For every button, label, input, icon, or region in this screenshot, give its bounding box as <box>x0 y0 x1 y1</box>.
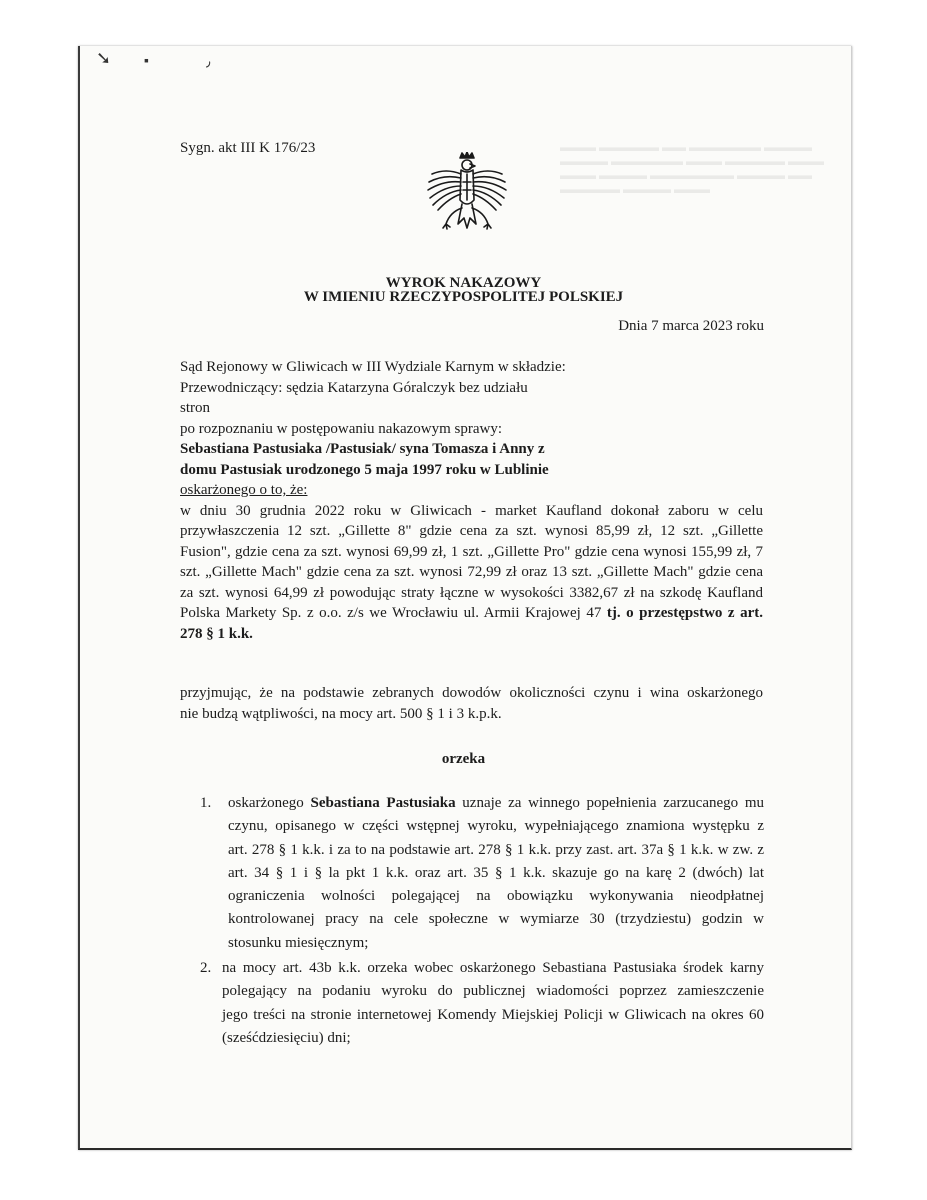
charge-line: w dniu 30 grudnia 2022 roku w Gliwicach - market Kaufland dokonał zaboru w celu <box>180 502 763 519</box>
corner-mark: ٫ <box>206 55 211 70</box>
ruling-line: art. 34 § 1 i § la pkt 1 k.k. oraz art. 35 § 1 k.k. skazuje go na karę 2 (dwóch) lat <box>228 864 764 881</box>
court-line: po rozpoznaniu w postępowaniu nakazowym sprawy: <box>180 420 503 437</box>
assumption-section <box>180 683 763 725</box>
charge-line: Fusion", gdzie cena za szt. wynosi 69,99 zł, 1 szt. „Gillette Pro" gdzie cena wynosi 155,99 zł, 7 <box>180 543 763 560</box>
assumption-line: nie budzą wątpliwości, na mocy art. 500 § 1 i 3 k.p.k. <box>180 706 502 722</box>
defendant-line: domu Pastusiak urodzonego 5 maja 1997 roku w Lublinie <box>180 461 549 478</box>
ruling-item <box>200 792 764 955</box>
corner-mark: ➘ <box>96 48 112 68</box>
ruling-lead: oskarżonego <box>228 795 304 811</box>
accused-label: oskarżonego o to, że: <box>180 482 308 498</box>
polish-eagle-emblem <box>424 152 510 244</box>
ruling-line: polegający na podaniu wyroku do publicznej wiadomości poprzez zamieszczenie <box>222 983 764 1000</box>
court-line: Przewodniczący: sędzia Katarzyna Góralczyk bez udziału <box>180 379 528 396</box>
ruling-heading: orzeka <box>441 751 486 767</box>
document-date: Dnia 7 marca 2023 roku <box>618 318 764 334</box>
corner-mark: ▪ <box>144 54 149 69</box>
ruling-line: ograniczenia wolności polegającej na obowiązku wykonywania nieodpłatnej <box>228 888 764 905</box>
bleed-through: ▬▬▬ ▬▬▬▬▬ ▬▬ ▬▬▬▬▬▬ ▬▬▬▬ ▬▬▬▬ ▬▬▬▬▬▬ ▬▬▬ ▬▬▬▬▬ ▬▬▬ ▬▬▬ ▬▬▬▬ ▬▬▬▬▬▬▬ ▬▬▬▬ ▬▬ ▬▬▬▬▬ ▬▬▬▬ ▬▬▬ <box>560 140 824 196</box>
defendant-name: Sebastiana Pastusiaka <box>310 795 456 811</box>
ruling-line: (sześćdziesięciu) dni; <box>222 1029 351 1046</box>
ruling-list <box>200 792 764 1050</box>
assumption-line: przyjmując, że na podstawie zebranych dowodów okoliczności czynu i wina oskarżonego <box>180 685 763 701</box>
charge-line: szt. „Gillette Mach" gdzie cena za szt. wynosi 72,99 zł oraz 13 szt. „Gillette Mach" gdzie cena <box>180 564 763 580</box>
charge-line: za szt. wynosi 64,99 zł powodując straty łączne w wysokości 3382,67 zł na szkodę Kaufland <box>180 584 763 601</box>
court-line: Sąd Rejonowy w Gliwicach w III Wydziale Karnym w składzie: <box>180 359 566 375</box>
ruling-line: kontrolowanej pracy na cele społeczne w wymiarze 30 (trzydziestu) godzin w <box>228 911 764 928</box>
court-line: stron <box>180 400 210 416</box>
ruling-line <box>228 792 764 815</box>
charge-line: przywłaszczenia 12 szt. „Gillette 8" gdzie cena za szt. wynosi 85,99 zł, 12 szt. „Gillette <box>180 523 763 539</box>
ruling-text: uznaje za winnego popełnienia zarzucanego mu <box>462 795 765 811</box>
defendant-line: Sebastiana Pastusiaka /Pastusiak/ syna Tomasza i Anny z <box>180 441 545 457</box>
ruling-item <box>200 957 764 1050</box>
ruling-number: 2. <box>200 960 212 977</box>
document-subtitle: W IMIENIU RZECZYPOSPOLITEJ POLSKIEJ <box>303 289 624 305</box>
ruling-line: stosunku miesięcznym; <box>228 934 369 951</box>
ruling-line: art. 278 § 1 k.k. i za to na podstawie art. 278 § 1 k.k. przy zast. art. 37a § 1 k.k. w zw. z <box>228 841 764 858</box>
ruling-line: jego treści na stronie internetowej Komendy Miejskiej Policji w Gliwicach na okres 60 <box>222 1006 764 1023</box>
court-section <box>180 357 763 644</box>
ruling-line: na mocy art. 43b k.k. orzeka wobec oskarżonego Sebastiana Pastusiaka środek karny <box>222 960 764 977</box>
offence-article-end: 278 § 1 k.k. <box>180 625 253 642</box>
ruling-line: czynu, opisanego w części wstępnej wyroku, wypełniającego znamiona występku z <box>228 818 764 835</box>
document-title: WYROK NAKAZOWY <box>385 275 542 291</box>
charge-line-text: Polska Markety Sp. z o.o. z/s we Wrocławiu ul. Armii Krajowej 47 <box>180 605 602 621</box>
ruling-number: 1. <box>200 795 212 811</box>
case-number: Sygn. akt III K 176/23 <box>180 140 316 156</box>
offence-article: tj. o przestępstwo z art. <box>606 605 763 621</box>
charge-line-with-offence <box>180 603 763 624</box>
